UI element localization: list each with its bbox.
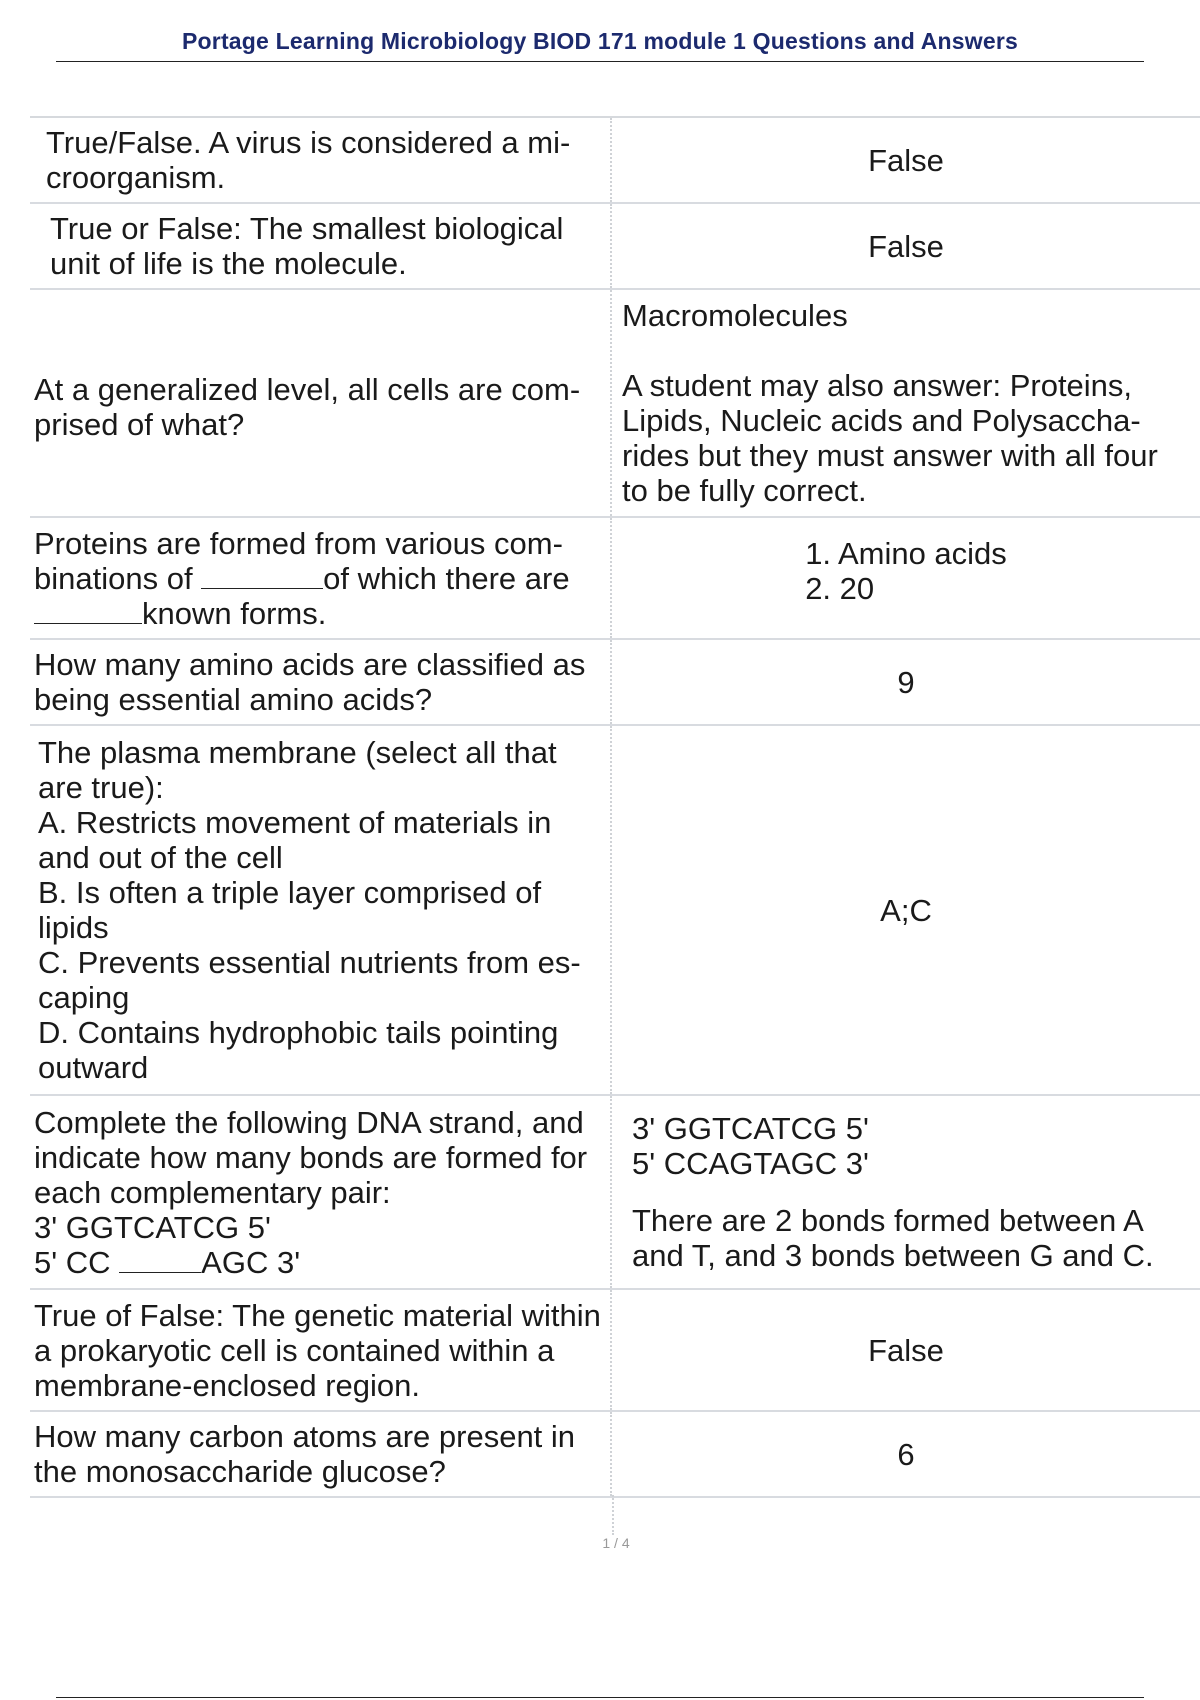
qa-table bbox=[30, 116, 1200, 1498]
question-line: indicate how many bonds are formed for bbox=[34, 1139, 588, 1175]
question-line: The plasma membrane (select all that bbox=[38, 735, 557, 770]
question-line: How many amino acids are classified as bbox=[34, 647, 586, 682]
answer-cell bbox=[612, 518, 1200, 638]
question-line: 3' GGTCATCG 5' bbox=[34, 1209, 271, 1245]
question-cell bbox=[30, 640, 612, 724]
question-cell bbox=[30, 204, 612, 288]
question-cell bbox=[30, 118, 612, 202]
question-cell bbox=[30, 1412, 612, 1496]
question-line: Complete the following DNA strand, and bbox=[34, 1104, 584, 1140]
table-row bbox=[30, 290, 1200, 518]
question-text: of which there are bbox=[323, 560, 570, 596]
question-line: prised of what? bbox=[34, 407, 245, 442]
question-cell bbox=[30, 726, 612, 1094]
answer-text: There are 2 bonds formed between A bbox=[632, 1203, 1144, 1238]
question-line: D. Contains hydrophobic tails pointing bbox=[38, 1015, 559, 1050]
answer-text: Macromolecules bbox=[622, 298, 848, 333]
question-cell bbox=[30, 290, 612, 516]
answer-text: 5' CCAGTAGC 3' bbox=[632, 1146, 869, 1181]
answer-text: A;C bbox=[880, 892, 932, 928]
answer-text: 2. 20 bbox=[805, 571, 875, 606]
answer-text: 3' GGTCATCG 5' bbox=[632, 1111, 869, 1146]
question-line: unit of life is the molecule. bbox=[50, 246, 407, 281]
answer-cell bbox=[612, 1290, 1200, 1410]
question-line: B. Is often a triple layer comprised of bbox=[38, 875, 542, 910]
question-line: True/False. A virus is considered a mi- bbox=[46, 125, 571, 160]
question-line: At a generalized level, all cells are com- bbox=[34, 372, 581, 407]
question-line: lipids bbox=[38, 910, 109, 945]
answer-cell bbox=[612, 1096, 1200, 1288]
question-line bbox=[34, 1245, 587, 1280]
fill-in-blank bbox=[119, 1246, 201, 1273]
answer-text: False bbox=[868, 1332, 944, 1368]
footer-rule bbox=[56, 1697, 1144, 1698]
question-line: True or False: The smallest biological bbox=[50, 211, 564, 246]
question-line: True of False: The genetic material within bbox=[34, 1297, 601, 1333]
table-row bbox=[30, 640, 1200, 726]
answer-text: 9 bbox=[897, 664, 915, 700]
fill-in-blank bbox=[34, 597, 142, 624]
question-cell bbox=[30, 1096, 612, 1288]
table-row bbox=[30, 726, 1200, 1096]
question-line: and out of the cell bbox=[38, 840, 283, 875]
question-text: known forms. bbox=[142, 595, 327, 631]
column-divider bbox=[612, 1495, 614, 1535]
question-line: How many carbon atoms are present in bbox=[34, 1419, 576, 1454]
page-number: 1 / 4 bbox=[602, 1535, 630, 1551]
question-line: a prokaryotic cell is contained within a bbox=[34, 1332, 555, 1368]
question-line: being essential amino acids? bbox=[34, 682, 433, 717]
question-line: outward bbox=[38, 1050, 149, 1085]
question-text: 5' CC bbox=[34, 1244, 120, 1280]
answer-text: and T, and 3 bonds between G and C. bbox=[632, 1238, 1154, 1273]
table-row bbox=[30, 1412, 1200, 1498]
question-cell bbox=[30, 518, 612, 638]
answer-text: A student may also answer: Proteins, bbox=[622, 368, 1133, 403]
answer-text: to be fully correct. bbox=[622, 473, 867, 508]
answer-text: 1. Amino acids bbox=[805, 536, 1007, 571]
answer-text: Lipids, Nucleic acids and Polysaccha- bbox=[622, 403, 1141, 438]
question-line: each complementary pair: bbox=[34, 1174, 391, 1210]
answer-text: 6 bbox=[897, 1436, 915, 1472]
table-row bbox=[30, 1096, 1200, 1290]
answer-cell bbox=[612, 118, 1200, 202]
answer-text: False bbox=[868, 142, 944, 178]
question-line: Proteins are formed from various com- bbox=[34, 525, 563, 561]
question-line bbox=[34, 596, 570, 631]
answer-cell bbox=[612, 726, 1200, 1094]
answer-cell bbox=[612, 1412, 1200, 1496]
table-row bbox=[30, 518, 1200, 640]
answer-cell bbox=[612, 204, 1200, 288]
answer-text: rides but they must answer with all four bbox=[622, 438, 1158, 473]
question-line bbox=[34, 561, 570, 596]
question-text: binations of bbox=[34, 560, 202, 596]
table-row bbox=[30, 118, 1200, 204]
question-line: the monosaccharide glucose? bbox=[34, 1454, 446, 1489]
table-row bbox=[30, 1290, 1200, 1412]
answer-cell bbox=[612, 290, 1200, 516]
question-line: C. Prevents essential nutrients from es- bbox=[38, 945, 581, 980]
question-line: membrane-enclosed region. bbox=[34, 1367, 420, 1403]
question-line: are true): bbox=[38, 770, 164, 805]
table-row bbox=[30, 204, 1200, 290]
question-line: A. Restricts movement of materials in bbox=[38, 805, 552, 840]
question-line: croorganism. bbox=[46, 160, 226, 195]
document-title: Portage Learning Microbiology BIOD 171 module 1 Questions and Answers bbox=[56, 28, 1144, 62]
answer-text: False bbox=[868, 228, 944, 264]
answer-cell bbox=[612, 640, 1200, 724]
question-line: caping bbox=[38, 980, 130, 1015]
fill-in-blank bbox=[201, 562, 323, 589]
question-cell bbox=[30, 1290, 612, 1410]
question-text: AGC 3' bbox=[201, 1244, 301, 1280]
